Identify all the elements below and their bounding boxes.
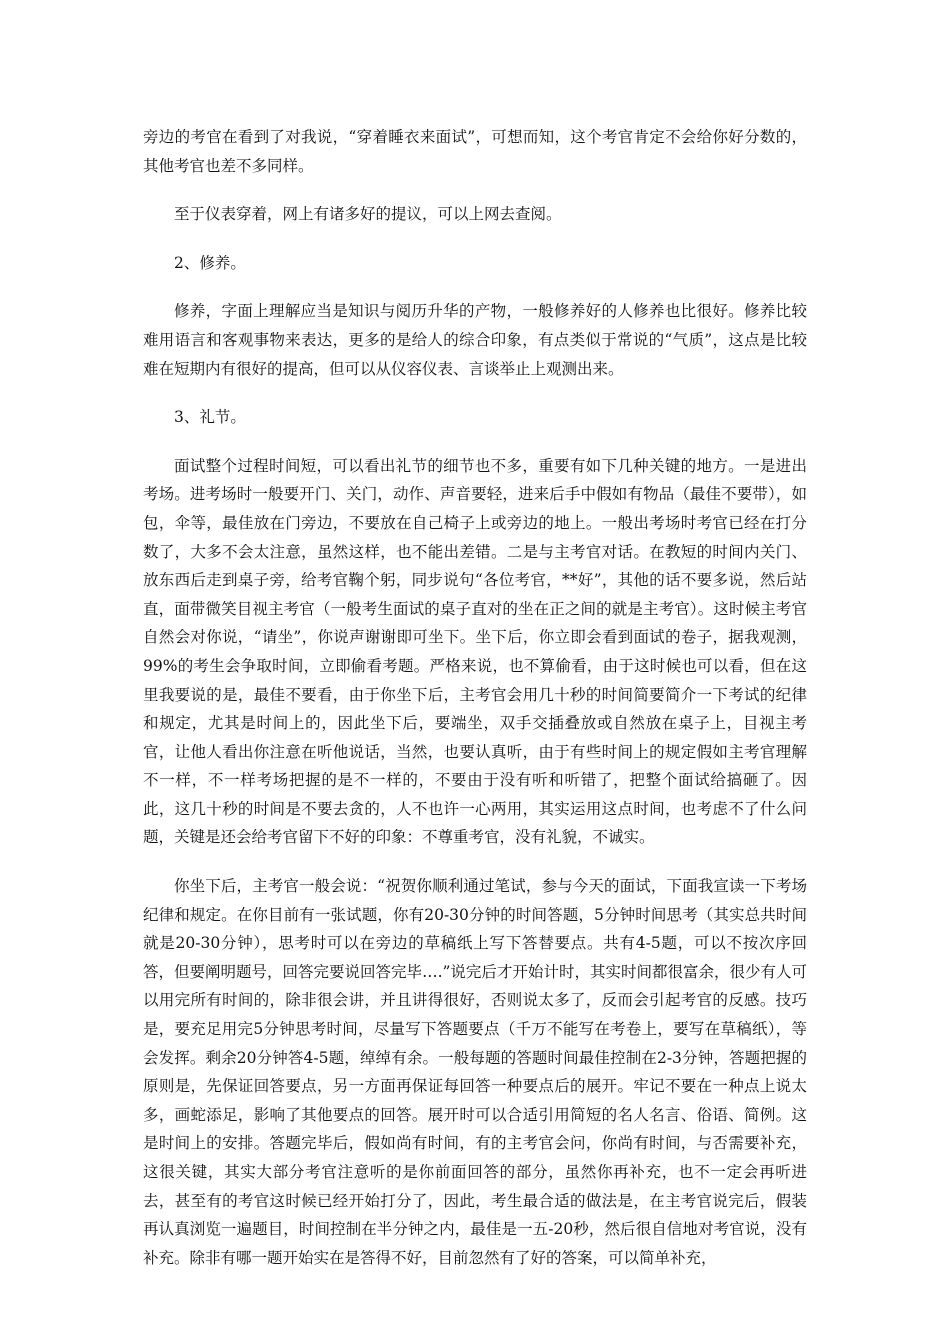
section-heading-etiquette: 3、礼节。 (174, 408, 246, 427)
section-heading-cultivation: 2、修养。 (174, 253, 246, 272)
paragraph-2: 至于仪表穿着，网上有诸多好的提议，可以上网去查阅。 (174, 205, 562, 224)
document-body (143, 123, 807, 1292)
paragraph-after-seated: 你坐下后，主考官一般会说：“祝贺你顺利通过笔试，参与今天的面试，下面我宣读一下考场纪律和规定。在你目前有一张试题，你有20-30分钟的时间答题，5分钟时间思考（其实总共时间就是20-30分钟），思考时可以在旁边的草稿纸上写下答替要点。共有4-5题，可以不按次序回答，但要阐明题号，回答完要说回答完毕….”说完后才开始计时，其实时间都很富余，很少有人可以用完所有时间的，除非很会讲，并且讲得很好，否则说太多了，反而会引起考官的反感。技巧是，要充足用完5分钟思考时间，尽量写下答题要点（千万不能写在考卷上，要写在草稿纸），等会发挥。剩余20分钟答4-5题，绰绰有余。一般每题的答题时间最佳控制在2-3分钟，答题把握的原则是，先保证回答要点，另一方面再保证每回答一种要点后的展开。牢记不要在一种点上说太多，画蛇添足，影响了其他要点的回答。展开时可以合适引用简短的名人名言、俗语、简例。这是时间上的安排。答题完毕后，假如尚有时间，有的主考官会问，你尚有时间，与否需要补充，这很关键，其实大部分考官注意听的是你前面回答的部分，虽然你再补充，也不一定会再听进去，甚至有的考官这时候已经开始打分了，因此，考生最合适的做法是，在主考官说完后，假装再认真浏览一遍题目，时间控制在半分钟之内，最佳是一五-20秒，然后很自信地对考官说，没有补充。除非有哪一题开始实在是答得不好，目前忽然有了好的答案，可以简单补充， (143, 877, 807, 1267)
paragraph-cultivation: 修养，字面上理解应当是知识与阅历升华的产物，一般修养好的人修养也比很好。修养比较难用语言和客观事物来表达，更多的是给人的综合印象，有点类似于常说的“气质”，这点是比较难在短期内有很好的提高，但可以从仪容仪表、言谈举止上观测出来。 (143, 302, 807, 378)
paragraph-etiquette: 面试整个过程时间短，可以看出礼节的细节也不多，重要有如下几种关键的地方。一是进出考场。进考场时一般要开门、关门，动作、声音要轻，进来后手中假如有物品（最佳不要带），如包，伞等，最佳放在门旁边，不要放在自己椅子上或旁边的地上。一般出考场时考官已经在打分数了，大多不会太注意，虽然这样，也不能出差错。二是与主考官对话。在教短的时间内关门、放东西后走到桌子旁，给考官鞠个躬，同步说句“各位考官，**好”，其他的话不要多说，然后站直，面带微笑目视主考官（一般考生面试的桌子直对的坐在正之间的就是主考官）。这时候主考官自然会对你说，“请坐”，你说声谢谢即可坐下。坐下后，你立即会看到面试的卷子，据我观测，99%的考生会争取时间，立即偷看考题。严格来说，也不算偷看，由于这时候也可以看，但在这里我要说的是，最佳不要看，由于你坐下后，主考官会用几十秒的时间简要简介一下考试的纪律和规定，尤其是时间上的，因此坐下后，要端坐，双手交插叠放或自然放在桌子上，目视主考官，让他人看出你注意在听他说话，当然，也要认真听，由于有些时间上的规定假如主考官理解不一样，不一样考场把握的是不一样的，不要由于没有听和听错了，把整个面试给搞砸了。因此，这几十秒的时间是不要去贪的，人不也许一心两用，其实运用这点时间，也考虑不了什么问题，关键是还会给考官留下不好的印象：不尊重考官，没有礼貌，不诚实。 (143, 456, 807, 847)
paragraph-1: 旁边的考官在看到了对我说，“穿着睡衣来面试”，可想而知，这个考官肯定不会给你好分数的，其他考官也差不多同样。 (143, 128, 807, 175)
